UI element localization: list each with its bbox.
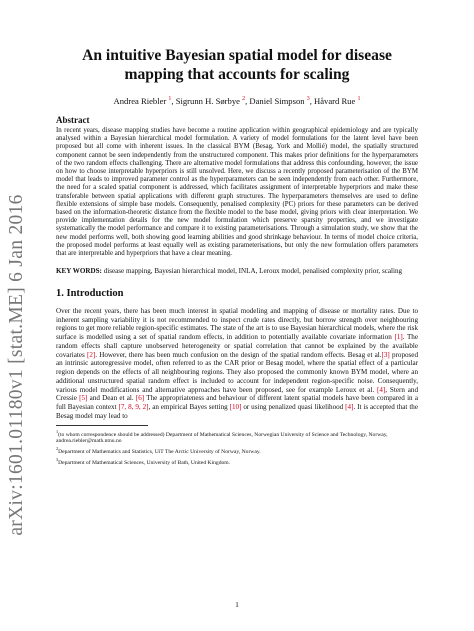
citation-link[interactable]: [1] [394, 333, 403, 342]
keywords [56, 267, 418, 276]
citation-link[interactable]: [4] [377, 385, 386, 394]
section-heading: 1. Introduction [56, 287, 124, 299]
author: Daniel Simpson [249, 96, 305, 106]
intro-paragraph [56, 307, 418, 421]
citation-link[interactable]: [2] [86, 350, 96, 359]
abstract-heading: Abstract [56, 115, 90, 125]
arxiv-stamp [2, 150, 32, 580]
intro-text: . However, there has been much confusion on the design of the spatial random effects. Besag et al. [95, 350, 382, 359]
citation-link[interactable]: [5] [79, 394, 88, 403]
intro-text: , Stern and Cressie [56, 385, 418, 403]
footnote: $^1$(to whom correspondence should be addressed) Department of Mathematical Sciences, Norwegian University of Science and Technology, Norway, andrea.riebler@math.ntnu.no [56, 428, 388, 445]
author: Andrea Riebler [113, 96, 167, 106]
intro-text: or using penalized quasi likelihood [241, 403, 346, 412]
footnotes [56, 428, 418, 468]
author-mark[interactable]: 1 [168, 96, 172, 103]
abstract-text: In recent years, disease mapping studies have become a routine application within geographical epidemiology and are typically analysed within a Bayesian hierarchical model formulation. A variety of model formulations for the latent level have been proposed but all come with inherent issues. In the classical BYM (Besag, York and Mollié) model, the spatially structured component cannot be seen independently from the unstructured component. This makes prior definitions for the hyperparameters of the two random effects challenging. There are alternative model formulations that address this confounding, however, the issue on how to choose interpretable hyperpriors is still unsolved. Here, we discuss a recently proposed parameterisation of the BYM model that leads to improved parameter control as the hyperparameters can be seen independently from each other. Furthermore, the need for a scaled spatial component is addressed, which facilitates assignment of interpretable hyperpriors and make these transferable between spatial applications with different graph structures. The hyperparameters themselves are used to define flexible extensions of simple base models. Consequently, penalised complexity (PC) priors for these parameters can be derived based on the information-theoretic distance from the flexible model to the base model, giving priors with clear interpretation. We provide implementation details for the new model formulation which preserve sparsity properties, and we investigate systematically the model performance and compare it to existing parameterisations. Through a simulation study, we show that the new model performs well, both showing good learning abilities and good shrinkage behaviour. In terms of model choice criteria, the proposed model performs at least equally well as existing parameterisations, but only the new formulation offers parameters that are interpretable and hyperpriors that have a clear meaning. [56, 127, 418, 258]
paper-page [56, 46, 418, 467]
arxiv-id: arXiv:1601.01180v1 [stat.ME] 6 Jan 2016 [6, 194, 27, 536]
intro-text: . The random effects shall capture unobserved heterogeneity or spatial correlation that cannot be explained by the available covariates [56, 333, 418, 359]
citation-link[interactable]: [7, 8, 9, 2] [118, 403, 149, 412]
intro-text: The appropriateness and behaviour of different latent spatial models have been compared in a full Bayesian context [56, 394, 418, 412]
author: Håvard Rue [314, 96, 356, 106]
author-mark[interactable]: 2 [242, 96, 246, 103]
intro-text: Over the recent years, there has been much interest in spatial modeling and mapping of disease or mortality rates. Due to inherent sampling variability it is not recommended to inspect crude rates directly, but borrow strength over neighbouring regions to get more reliable region-specific estimates. The state of the art is to use Bayesian hierarchical models, where the risk surface is modelled using a set of spatial random effects, in addition to potentially available covariate information [56, 306, 418, 342]
citation-link[interactable]: [6] [135, 394, 145, 403]
footnote-rule [56, 425, 148, 426]
author-list: Andrea Riebler $^1$, Sigrunn H. Sørbye $^2$, Daniel Simpson $^3$, Håvard Rue $^1$ [113, 96, 361, 106]
author: Sigrunn H. Sørbye [175, 96, 240, 106]
author-mark[interactable]: 1 [357, 96, 361, 103]
intro-text: and Dean et al. [87, 394, 136, 403]
citation-link[interactable]: [10] [229, 403, 242, 412]
intro-text: . It is accepted that the Besag model may lead to [56, 403, 418, 420]
keywords-label: KEY WORDS: [56, 267, 102, 276]
paper-title: An intuitive Bayesian spatial model for disease mapping that accounts for scaling [82, 47, 392, 83]
intro-text: proposed an intrinsic autoregressive model, often referred to as the CAR prior or Besag model, where the spatial effect of a particular region depends on the effects of all neighbouring regions. They also proposed the commonly known BYM model, where an additional unstructured spatial random effect is included to account for independent region-specific noise. Consequently, various model modifications and alternative approaches have been proposed, see for example Leroux et al. [56, 350, 418, 394]
page-number: 1 [235, 600, 239, 609]
footnote: $^3$Department of Mathematical Sciences, University of Bath, United Kingdom. [56, 457, 231, 467]
author-mark[interactable]: 3 [306, 96, 310, 103]
footnote: $^2$Department of Mathematics and Statistics, UiT The Arctic University of Norway, Norway. [56, 446, 261, 456]
citation-link[interactable]: [4] [345, 403, 354, 412]
intro-text: , an empirical Bayes setting [148, 403, 230, 412]
citation-link[interactable]: [3] [381, 350, 390, 359]
keywords-text: disease mapping, Bayesian hierarchical model, INLA, Leroux model, penalised complexity prior, scaling [103, 267, 403, 276]
